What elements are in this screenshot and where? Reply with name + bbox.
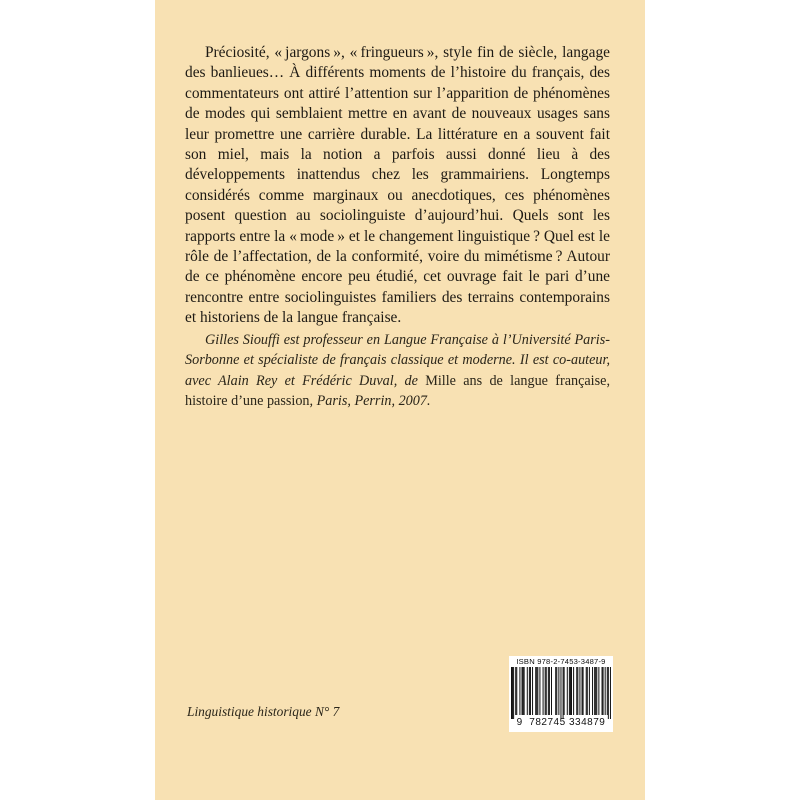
ean-digits [509,717,613,728]
barcode-bar [555,667,556,715]
barcode-bar [551,667,552,715]
barcode-bar [536,667,537,715]
barcode-bar [523,667,524,715]
barcode-bar [516,667,517,715]
barcode-bar [598,667,599,715]
barcode-bar [576,667,577,715]
barcode-bar [569,667,570,715]
series-label: Linguistique historique N° 7 [187,704,340,719]
barcode-bar [579,667,580,715]
barcode-bar [512,667,513,719]
ean-first-digit: 9 [516,717,523,728]
barcode-bars [511,667,611,719]
barcode-bar [535,667,536,715]
barcode-bar [594,667,595,715]
barcode-bar [511,667,512,719]
barcode-bar [595,667,596,715]
barcode-bar [608,667,609,719]
ean-left-group: 782745 [529,717,566,728]
barcode-bar [603,667,604,715]
barcode-bar [596,667,597,715]
barcode-bar [564,667,565,715]
barcode-bar [573,667,574,715]
barcode-bar [515,667,516,715]
barcode [509,656,613,732]
barcode-bar [570,667,571,715]
ean-right-group: 334879 [568,717,606,728]
barcode-bar [527,667,528,715]
bio-book-title: Mille ans de langue française, histoire d’une passion [185,372,610,410]
barcode-bar [607,667,608,715]
barcode-bar [539,667,540,715]
barcode-bar [587,667,588,715]
barcode-bar [610,667,611,719]
bio-part-2: , Paris, Perrin, 2007. [309,393,431,410]
barcode-bar [577,667,578,715]
barcode-bar [602,667,603,715]
isbn-label: ISBN 978-2-7453-3487-9 [516,657,606,666]
barcode-bar [567,667,568,715]
barcode-bar [543,667,544,715]
barcode-bar [582,667,583,715]
barcode-bar [546,667,547,715]
back-cover [155,0,645,800]
barcode-bar [563,667,564,719]
blurb-text: Préciosité, « jargons », « fringueurs », style fin de siècle, langage des banlieues… À différents moments de l’histoire du français, des commentateurs ont attiré l’attention sur l’apparition de phénomènes de modes qui semblaient mettre en avant de nouveaux usages sans leur promettre une carrière durable. La littérature en a souvent fait son miel, mais la notion a parfois aussi donné lieu à des développements inattendus chez les grammairiens. Longtemps considérés comme marginaux ou anecdotiques, ces phénomènes posent question au sociolinguiste d’aujourd’hui. Quels sont les rapports entre la « mode » et le changement linguistique ? Quel est le rôle de l’affectation, de la conformité, voire du mimétisme ? Autour de ce phénomène encore peu étudié, cet ouvrage fait le pari d’une rencontre entre sociolinguistes familiers des terrains contemporains et historiens de la langue française. [185,44,610,327]
barcode-bar [530,667,531,715]
barcode-bar [583,667,584,715]
barcode-bar [586,667,587,715]
barcode-bar [605,667,606,715]
barcode-bar [519,667,520,715]
author-bio [185,330,610,412]
barcode-bar [589,667,590,715]
barcode-bar [522,667,523,715]
barcode-bar [558,667,559,715]
barcode-bar [532,667,533,715]
bio-part-1: Gilles Siouffi est professeur en Langue Française à l’Université Paris-Sorbonne et spécialiste de français classique et moderne. Il est co-auteur, avec Alain Rey et Frédéric Duval, de [185,332,610,389]
barcode-bar [571,667,572,715]
barcode-bar [560,667,561,719]
barcode-bar [549,667,550,715]
barcode-bar [592,667,593,715]
barcode-bar [548,667,549,715]
barcode-bar [545,667,546,715]
barcode-bar [537,667,538,715]
barcode-bar [524,667,525,715]
barcode-bar [513,667,514,719]
barcode-bar [529,667,530,715]
barcode-bar [556,667,557,715]
